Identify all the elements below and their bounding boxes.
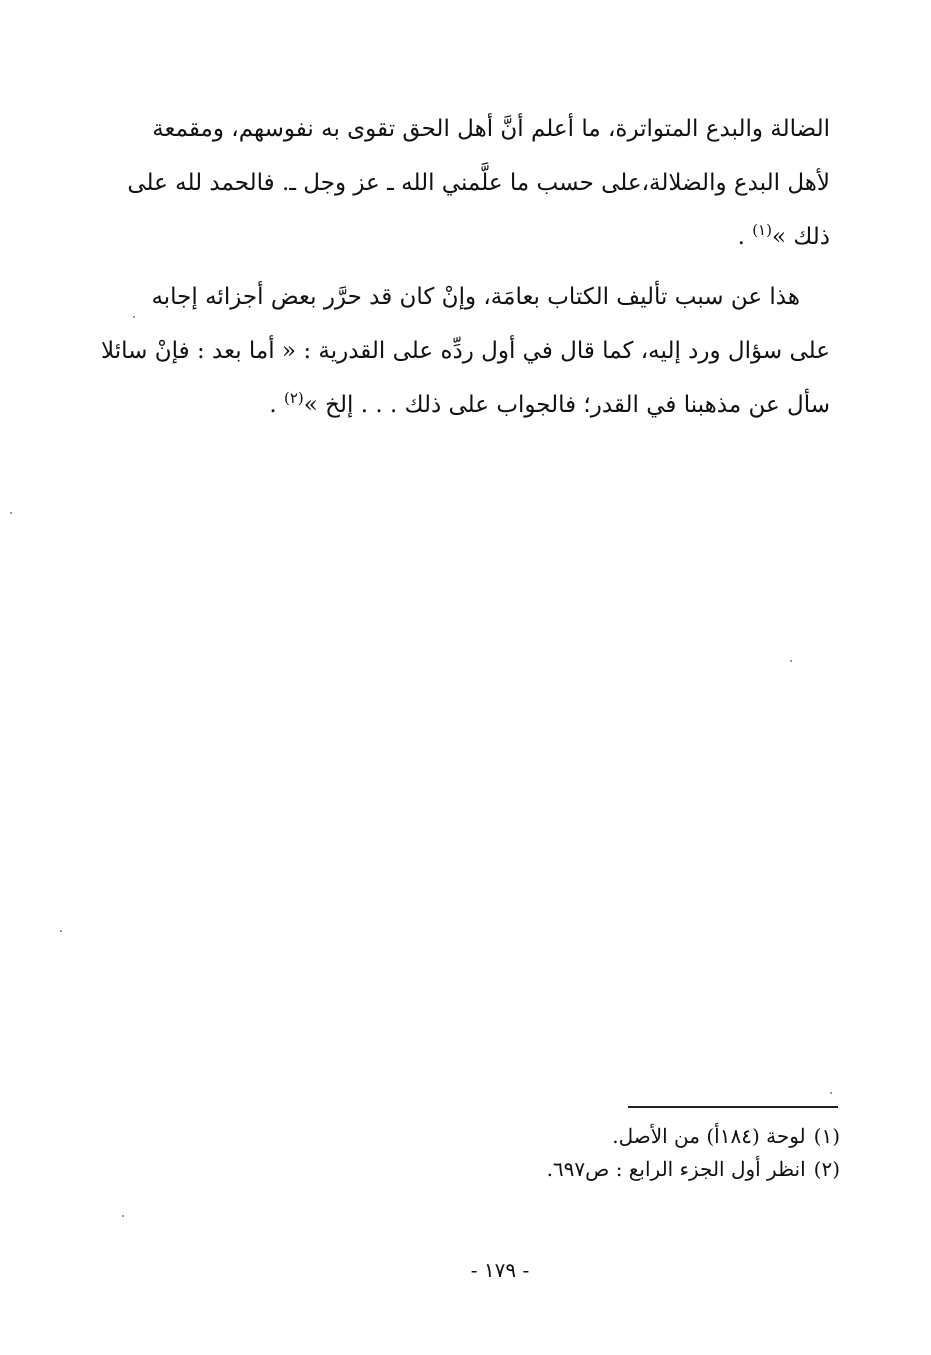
footnotes-section bbox=[380, 1120, 840, 1186]
footnote-item bbox=[380, 1120, 840, 1153]
paragraph-line-text: سأل عن مذهبنا في القدر؛ فالجواب على ذلك . . . إلخ » bbox=[303, 392, 830, 418]
footnote-ref: (٢) bbox=[283, 389, 304, 407]
paragraph-line: هذا عن سبب تأليف الكتاب بعامَة، وإنْ كان قد حرَّر بعض أجزائه إجابه bbox=[151, 284, 800, 310]
scan-speck bbox=[122, 1215, 124, 1217]
paragraph-line: الضالة والبدع المتواترة، ما أعلم أنَّ أهل الحق تقوى به نفوسهم، ومقمعة bbox=[152, 116, 830, 142]
scan-speck bbox=[830, 1092, 832, 1094]
footnote-text: لوحة (١٨٤أ) من الأصل. bbox=[612, 1124, 806, 1148]
scan-speck bbox=[60, 930, 62, 932]
footnote-ref: (١) bbox=[752, 221, 772, 239]
main-paragraph-2 bbox=[101, 270, 830, 432]
paragraph-line bbox=[140, 378, 830, 432]
footnote-number: (١) bbox=[813, 1124, 840, 1148]
footnote-number: (٢) bbox=[813, 1157, 840, 1181]
line-end-punct: . bbox=[737, 224, 753, 250]
paragraph-line: لأهل البدع والضلالة،على حسب ما علَّمني الله ـ عز وجل ـ. فالحمد لله على bbox=[127, 170, 830, 196]
scan-speck bbox=[133, 316, 135, 318]
page-number: - ١٧٩ - bbox=[470, 1258, 530, 1282]
footnote-item bbox=[380, 1153, 840, 1186]
line-end-punct: . bbox=[269, 392, 284, 418]
paragraph-line bbox=[140, 210, 830, 264]
footnote-divider bbox=[628, 1106, 838, 1108]
paragraph-line: على سؤال ورد إليه، كما قال في أول ردِّه على القدرية : « أما بعد : فإنْ سائلا bbox=[101, 338, 830, 364]
footnote-text: انظر أول الجزء الرابع : ص٦٩٧. bbox=[546, 1157, 806, 1181]
scan-speck bbox=[10, 512, 12, 514]
main-paragraph-1 bbox=[127, 102, 830, 264]
scan-speck bbox=[790, 660, 792, 662]
paragraph-line-text: ذلك » bbox=[771, 224, 830, 250]
